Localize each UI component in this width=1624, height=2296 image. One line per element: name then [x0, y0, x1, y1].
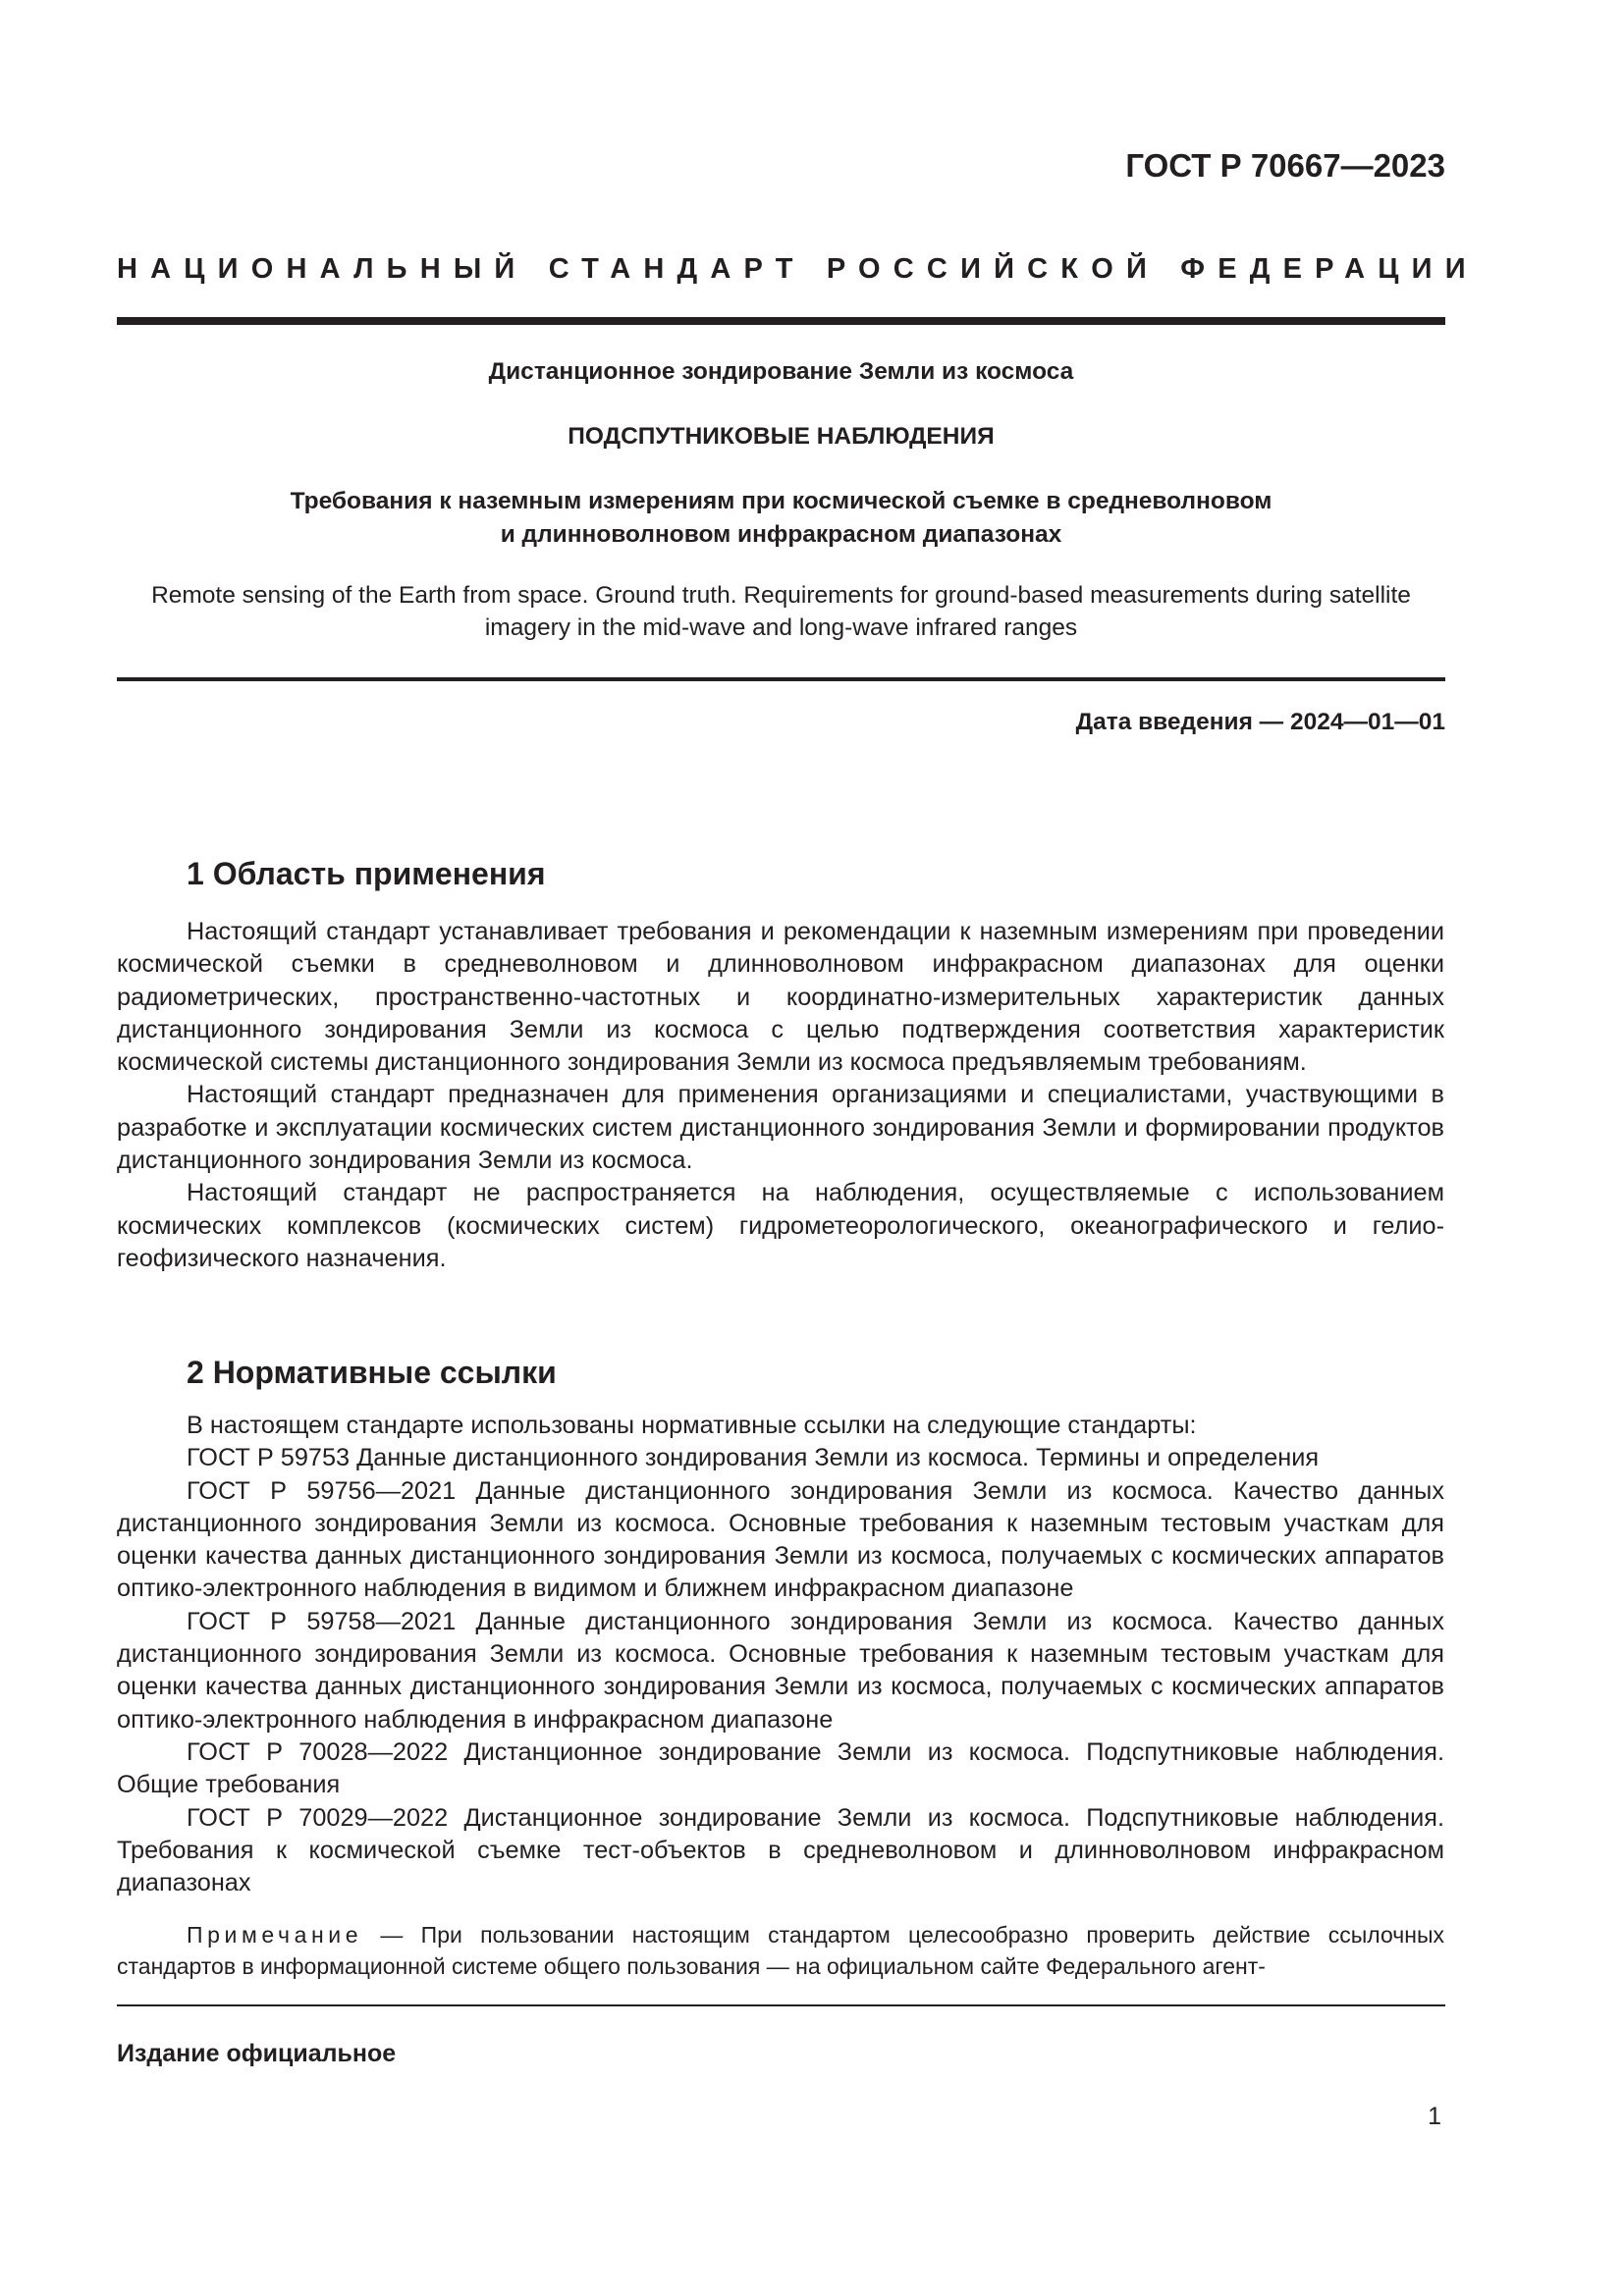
standard-code: ГОСТ Р 70667—2023 [1125, 147, 1445, 184]
english-title-line-a: Remote sensing of the Earth from space. Ground truth. Requirements for ground-based measurements during satellite [151, 582, 1411, 609]
section-1-heading: 1 Область применения [187, 856, 546, 891]
national-standard-banner: НАЦИОНАЛЬНЫЙ СТАНДАРТ РОССИЙСКОЙ ФЕДЕРАЦИИ [117, 253, 1479, 285]
reference-item: ГОСТ Р 59753 Данные дистанционного зондирования Земли из космоса. Термины и определения [187, 1444, 1320, 1472]
official-edition-label: Издание официальное [117, 2040, 397, 2067]
reference-item: ГОСТ Р 70029—2022 Дистанционное зондирование Земли из космоса. Подспутниковые наблюдения. Требования к космической съемке тест-объектов в средневолновом и длинноволновом инфракрасном диапазонах [117, 1803, 1444, 1897]
section-2-paragraph: В настоящем стандарте использованы нормативные ссылки на следующие стандарты: [187, 1412, 1197, 1439]
note-label: Примечание [187, 1922, 363, 1948]
section-1-paragraph: Настоящий стандарт устанавливает требования и рекомендации к наземным измерениям при проведении космической съемки в средневолновом и длинноволновом инфракрасном диапазонах для оценки радиометрических, пространственно-частотных и координатно-измерительных характеристик данных дистанционного зондирования Земли из космоса с целью подтверждения соответствия характеристик космической системы дистанционного зондирования Земли из космоса предъявляемым требованиям. [117, 918, 1444, 1077]
note-block [117, 1919, 1444, 1982]
section-1-paragraph: Настоящий стандарт предназначен для применения организациями и специалистами, участвующими в разработке и эксплуатации космических систем дистанционного зондирования Земли и формировании продуктов дистанционного зондирования Земли из космоса. [117, 1081, 1444, 1175]
title-divider [117, 677, 1445, 681]
document-title-line-1: Дистанционное зондирование Земли из космоса [488, 358, 1074, 385]
note-text: — При пользовании настоящим стандартом целесообразно проверить действие ссылочных стандартов в информационной системе общего пользования — на официальном сайте Федерального агент- [117, 1922, 1444, 1979]
document-subtitle-line-b: и длинноволновом инфракрасном диапазонах [500, 521, 1062, 548]
english-title [117, 579, 1445, 644]
introduction-date: Дата введения — 2024—01—01 [1075, 709, 1445, 735]
page-number: 1 [1428, 2103, 1441, 2130]
section-2-heading: 2 Нормативные ссылки [187, 1355, 557, 1390]
reference-item: ГОСТ Р 70028—2022 Дистанционное зондирование Земли из космоса. Подспутниковые наблюдения. Общие требования [117, 1737, 1444, 1799]
document-title-line-2: ПОДСПУТНИКОВЫЕ НАБЛЮДЕНИЯ [568, 423, 995, 450]
english-title-line-b: imagery in the mid-wave and long-wave infrared ranges [484, 614, 1078, 641]
note-paragraph [117, 1919, 1444, 1982]
header-divider [117, 317, 1445, 325]
reference-item: ГОСТ Р 59756—2021 Данные дистанционного зондирования Земли из космоса. Качество данных дистанционного зондирования Земли из космоса. Основные требования к наземным тестовым участкам для оценки качества данных дистанционного зондирования Земли из космоса, получаемых с космических аппаратов оптико-электронного наблюдения в видимом и ближнем инфракрасном диапазоне [117, 1476, 1444, 1603]
section-2-body [117, 1410, 1444, 1899]
section-1-paragraph: Настоящий стандарт не распространяется на наблюдения, осуществляемые с использованием космических комплексов (космических систем) гидрометеорологического, океанографического и гелиогеофизического назначения. [117, 1179, 1444, 1272]
section-1-body [117, 916, 1444, 1275]
document-subtitle-line-a: Требования к наземным измерениям при космической съемке в средневолновом [290, 488, 1272, 514]
footer-divider [117, 2004, 1445, 2006]
reference-item: ГОСТ Р 59758—2021 Данные дистанционного зондирования Земли из космоса. Качество данных дистанционного зондирования Земли из космоса. Основные требования к наземным тестовым участкам для оценки качества данных дистанционного зондирования Земли из космоса, получаемых с космических аппаратов оптико-электронного наблюдения в инфракрасном диапазоне [117, 1607, 1444, 1734]
document-subtitle [117, 485, 1445, 552]
